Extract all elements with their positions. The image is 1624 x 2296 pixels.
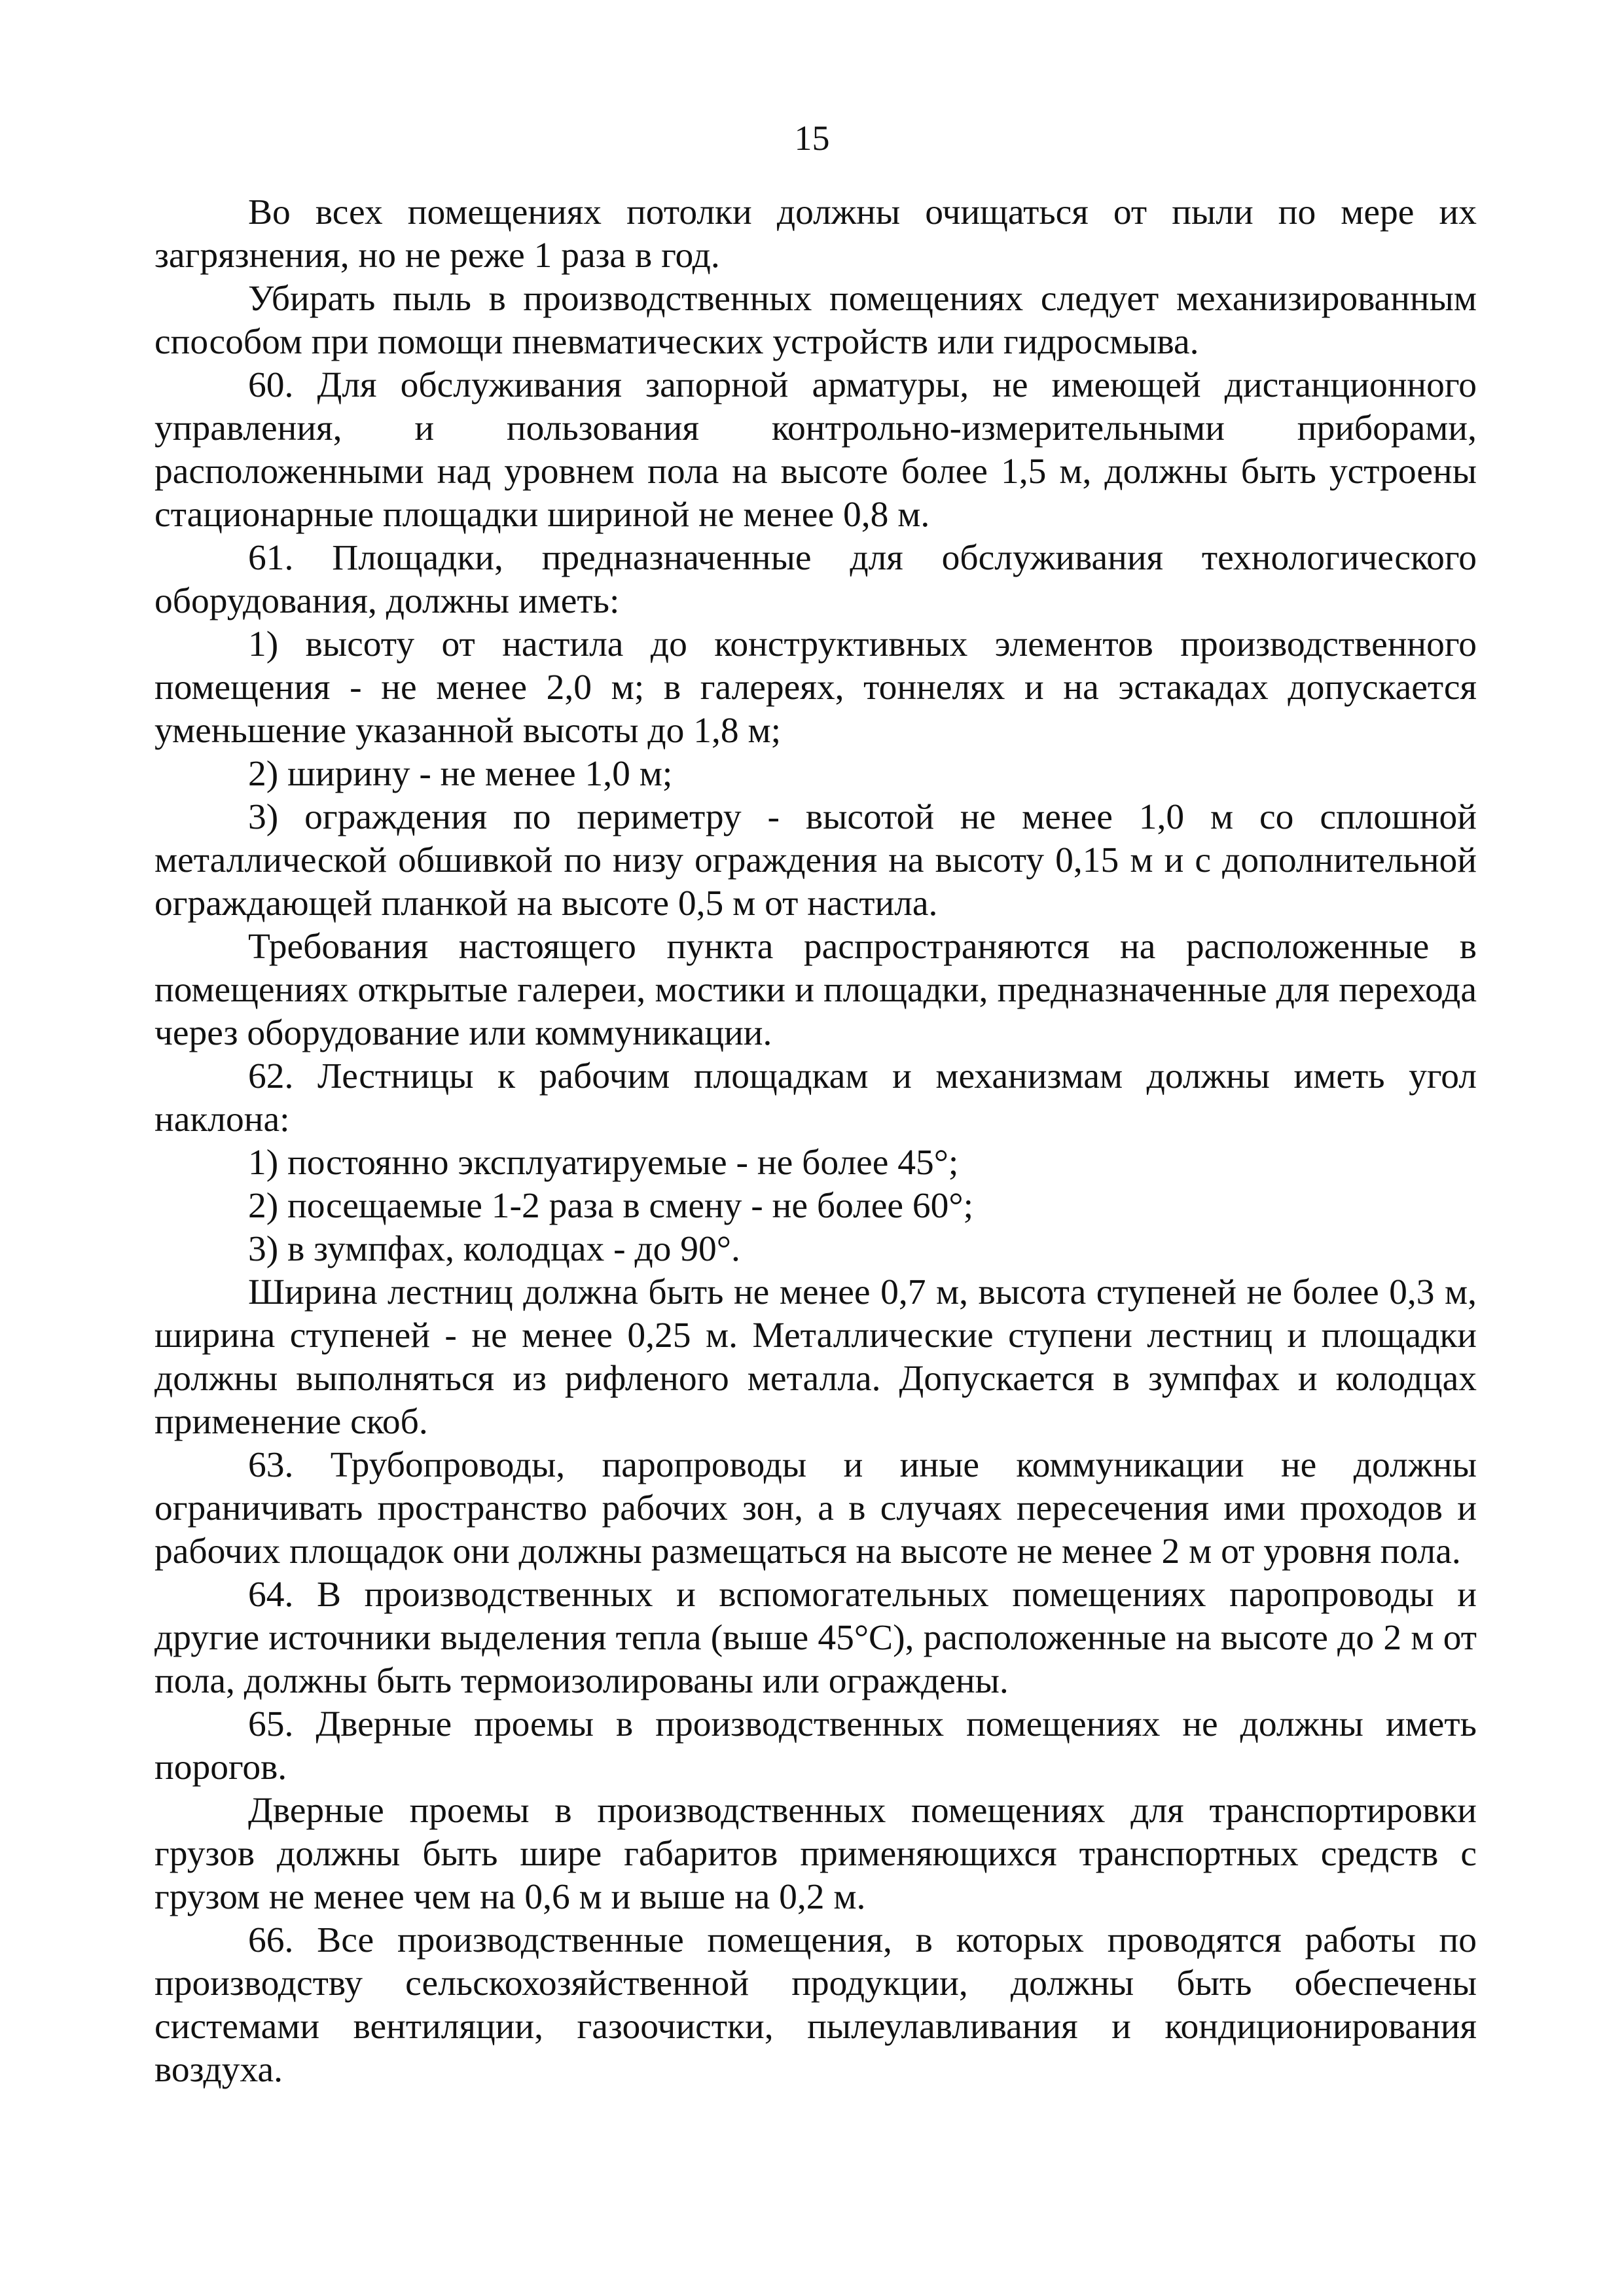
paragraph-stair-width: Ширина лестниц должна быть не менее 0,7 м, высота ступеней не более 0,3 м, ширина ступеней - не менее 0,25 м. Металлические ступени лестниц и площадки должны выполняться из рифленого металла. Допускается в зумпфах и колодцах применение скоб. [154, 1272, 1477, 1442]
paragraph-item-61: 61. Площадки, предназначенные для обслуживания технологического оборудования, должны иметь: [154, 538, 1477, 621]
paragraph-ceiling-cleaning: Во всех помещениях потолки должны очищаться от пыли по мере их загрязнения, но не реже 1 раза в год. [154, 192, 1477, 276]
paragraph-item-62: 62. Лестницы к рабочим площадкам и механизмам должны иметь угол наклона: [154, 1056, 1477, 1139]
paragraph-item-61-sub-3: 3) ограждения по периметру - высотой не менее 1,0 м со сплошной металлической обшивкой по низу ограждения на высоту 0,15 м и с дополнительной ограждающей планкой на высоте 0,5 м от настила. [154, 797, 1477, 924]
paragraph-item-61-sub-1: 1) высоту от настила до конструктивных элементов производственного помещения - не менее 2,0 м; в галереях, тоннелях и на эстакадах допускается уменьшение указанной высоты до 1,8 м; [154, 624, 1477, 751]
paragraph-item-61-sub-2: 2) ширину - не менее 1,0 м; [248, 754, 673, 794]
paragraph-item-63: 63. Трубопроводы, паропроводы и иные коммуникации не должны ограничивать пространство рабочих зон, а в случаях пересечения ими проходов и рабочих площадок они должны размещаться на высоте не менее 2 м от уровня пола. [154, 1445, 1477, 1571]
paragraph-item-61-requirements: Требования настоящего пункта распространяются на расположенные в помещениях открытые галереи, мостики и площадки, предназначенные для перехода через оборудование или коммуникации. [154, 927, 1477, 1053]
document-body [154, 191, 1477, 2092]
paragraph-dust-removal: Убирать пыль в производственных помещениях следует механизированным способом при помощи пневматических устройств или гидросмыва. [154, 279, 1477, 362]
paragraph-item-66: 66. Все производственные помещения, в которых проводятся работы по производству сельскохозяйственной продукции, должны быть обеспечены системами вентиляции, газоочистки, пылеулавливания и кондиционирования воздуха. [154, 1920, 1477, 2090]
paragraph-item-64: 64. В производственных и вспомогательных помещениях паропроводы и другие источники выделения тепла (выше 45°С), расположенные на высоте до 2 м от пола, должны быть термоизолированы или ограждены. [154, 1575, 1477, 1701]
paragraph-doorways-transport: Дверные проемы в производственных помещениях для транспортировки грузов должны быть шире габаритов применяющихся транспортных средств с грузом не менее чем на 0,6 м и выше на 0,2 м. [154, 1791, 1477, 1917]
paragraph-item-62-sub-2: 2) посещаемые 1-2 раза в смену - не более 60°; [248, 1186, 974, 1226]
paragraph-item-65: 65. Дверные проемы в производственных помещениях не должны иметь порогов. [154, 1704, 1477, 1787]
paragraph-item-62-sub-3: 3) в зумпфах, колодцах - до 90°. [248, 1229, 740, 1269]
paragraph-item-60: 60. Для обслуживания запорной арматуры, не имеющей дистанционного управления, и пользования контрольно-измерительными приборами, расположенными над уровнем пола на высоте более 1,5 м, должны быть устроены стационарные площадки шириной не менее 0,8 м. [154, 365, 1477, 535]
paragraph-item-62-sub-1: 1) постоянно эксплуатируемые - не более 45°; [248, 1143, 959, 1183]
page-number: 15 [794, 118, 830, 158]
